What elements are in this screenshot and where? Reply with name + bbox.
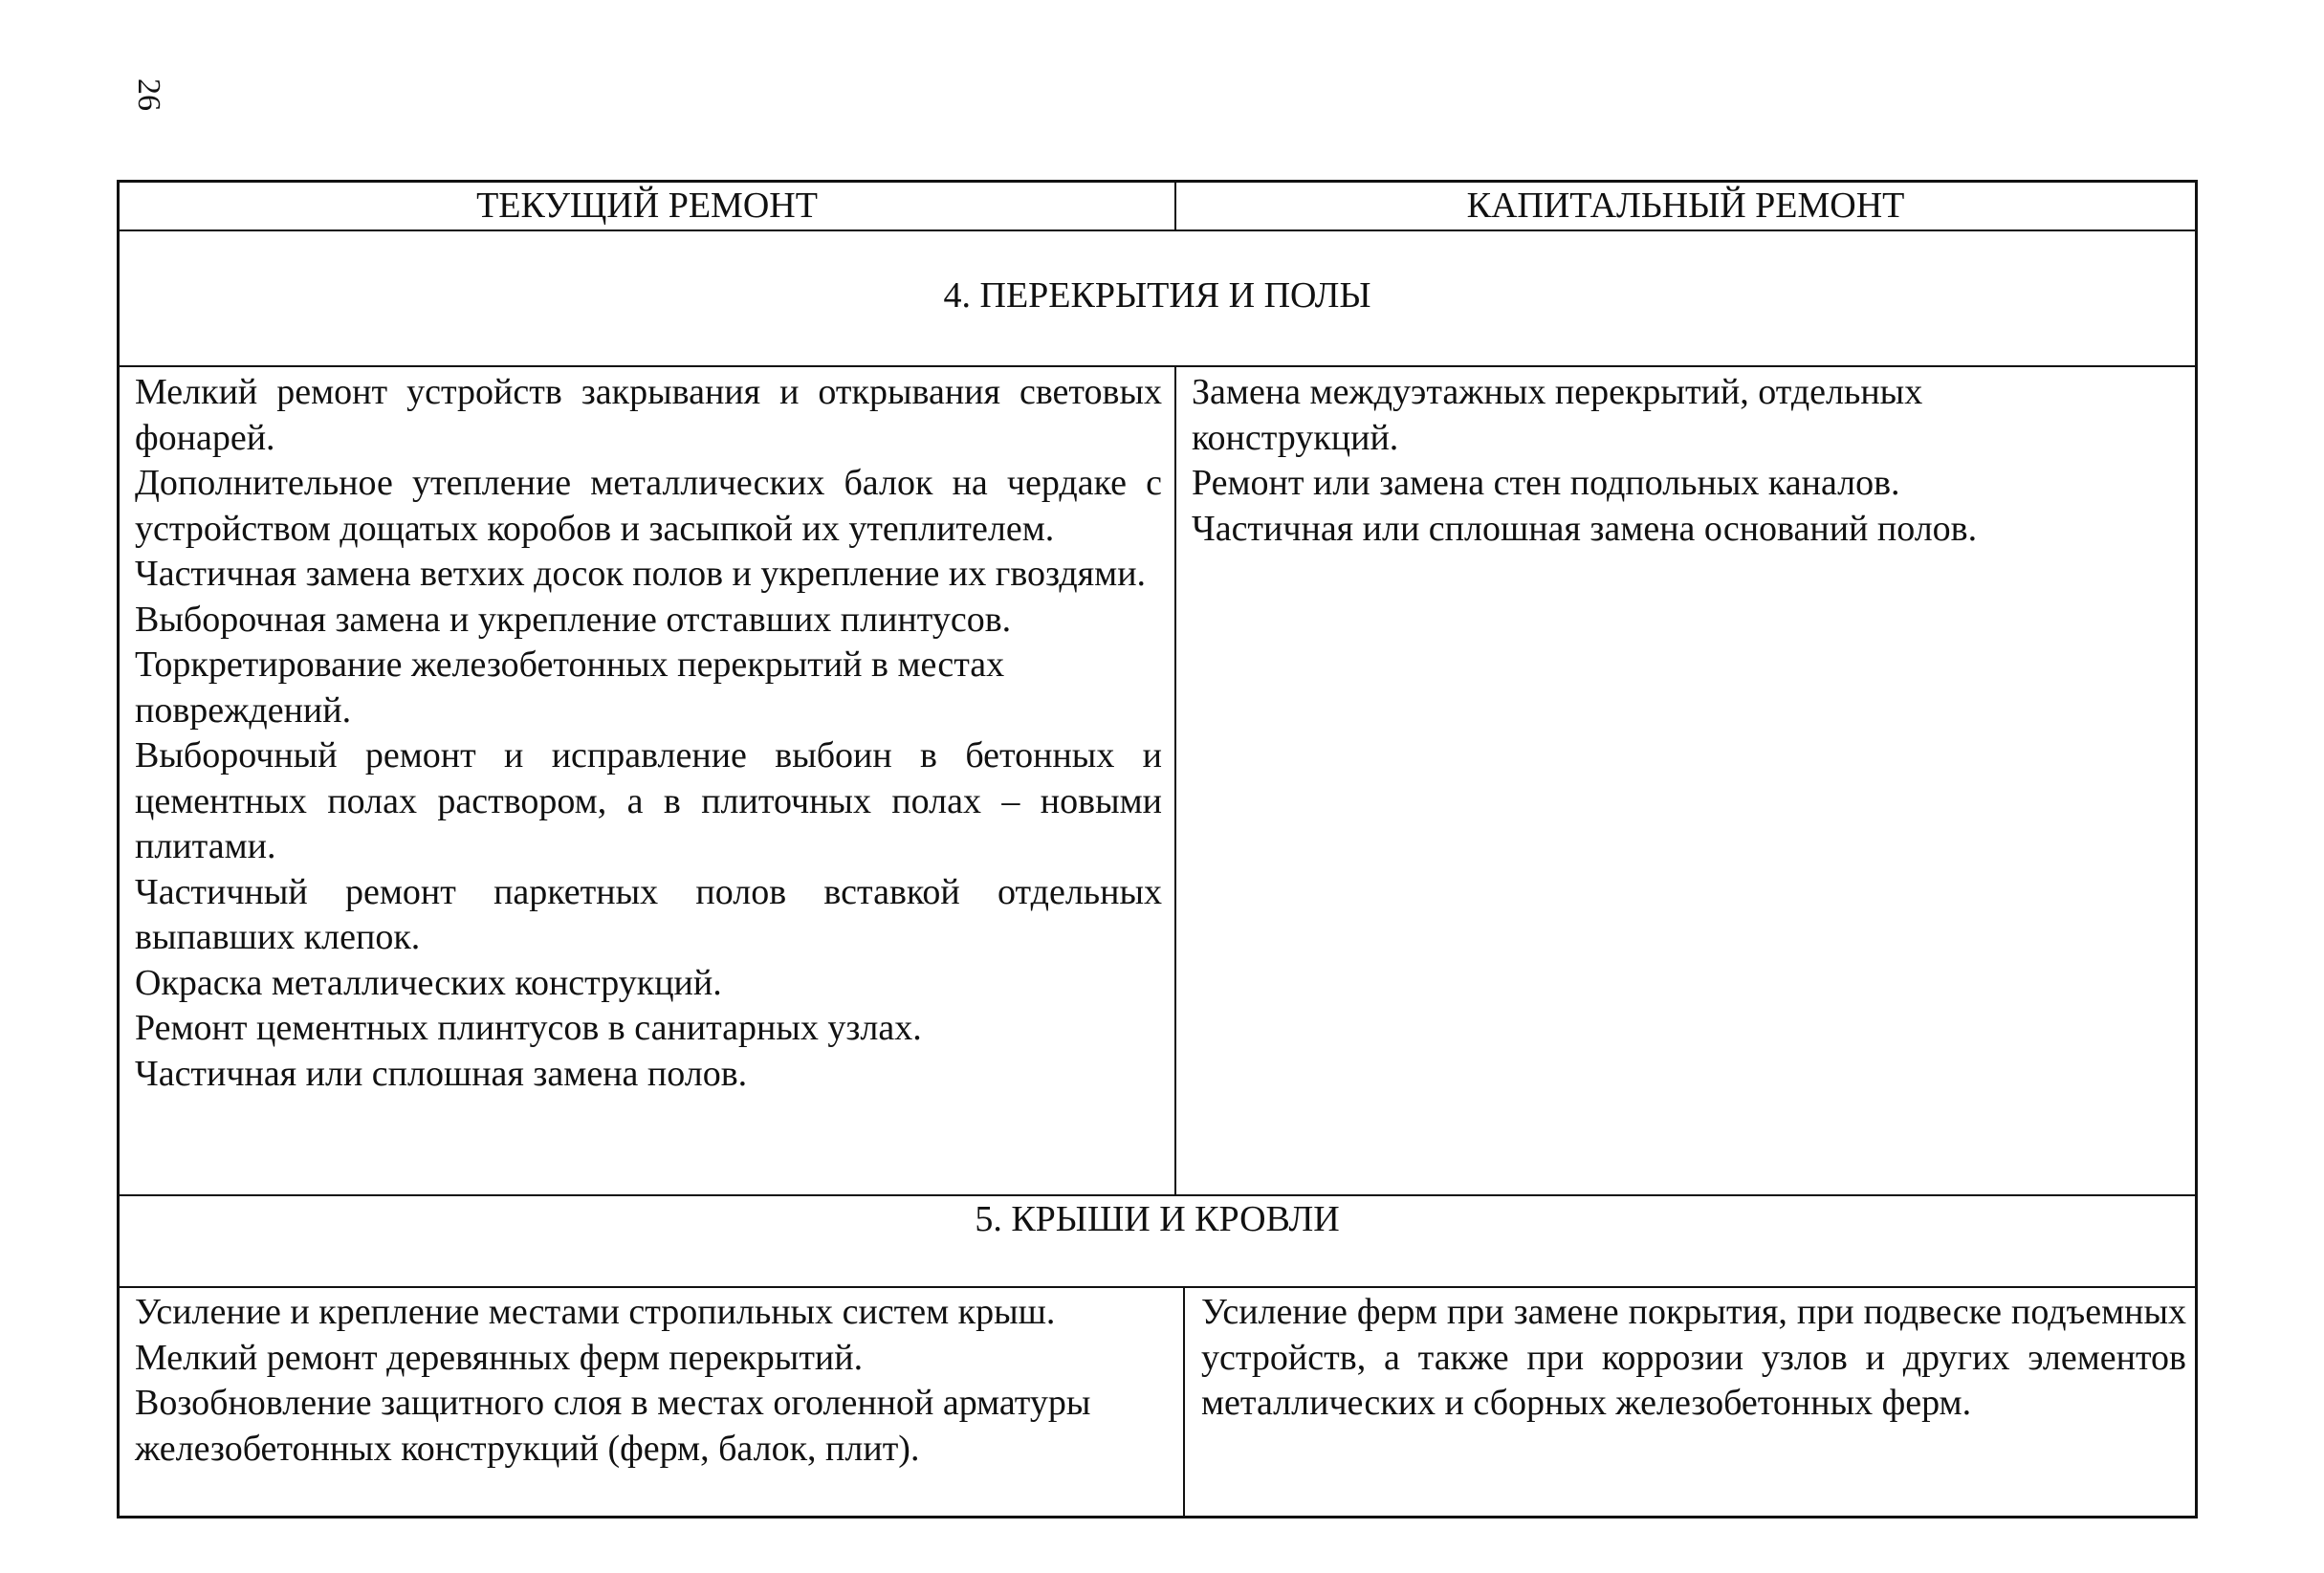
section-4-current-item: Выборочный ремонт и исправление выбоин в бетонных и цементных полах раствором, а в плиточных полах – новыми плитами. xyxy=(135,735,1162,866)
section-4-current-repair xyxy=(135,370,1162,1097)
section-5-capital-repair xyxy=(1201,1290,2186,1427)
repair-table xyxy=(117,180,2198,1518)
page-number: 26 xyxy=(131,78,166,111)
column-divider-section-4 xyxy=(1174,365,1176,1194)
section-5-current-repair xyxy=(135,1290,1172,1472)
section-4-capital-item: Ремонт или замена стен подпольных каналов. xyxy=(1192,463,1900,503)
rule-below-section-4-body xyxy=(120,1194,2195,1196)
section-4-current-item: Дополнительное утепление металлических балок на чердаке с устройством дощатых коробов и засыпкой их утеплителем. xyxy=(135,463,1162,549)
section-5-current-item: Возобновление защитного слоя в местах оголенной арматуры железобетонных конструкций (ферм, балок, плит). xyxy=(135,1383,1091,1469)
section-5-current-item: Усиление и крепление местами стропильных систем крыш. xyxy=(135,1292,1056,1332)
header-current-repair: ТЕКУЩИЙ РЕМОНТ xyxy=(476,186,818,226)
section-4-current-item: Ремонт цементных плинтусов в санитарных узлах. xyxy=(135,1008,922,1048)
column-divider-section-5 xyxy=(1183,1286,1185,1516)
rule-below-section-4-title xyxy=(120,365,2195,367)
section-4-current-item: Частичная замена ветхих досок полов и укрепление их гвоздями. xyxy=(135,554,1147,594)
section-4-current-item: Частичный ремонт паркетных полов вставкой отдельных выпавших клепок. xyxy=(135,871,1162,957)
section-4-current-item: Окраска металлических конструкций. xyxy=(135,962,722,1003)
section-4-current-item: Выборочная замена и укрепление отставших плинтусов. xyxy=(135,599,1012,640)
section-5-title: 5. КРЫШИ И КРОВЛИ xyxy=(975,1199,1340,1239)
section-4-capital-repair xyxy=(1192,370,2177,552)
section-4-current-item: Торкретирование железобетонных перекрытий в местах повреждений. xyxy=(135,644,1005,731)
section-5-capital-item: Усиление ферм при замене покрытия, при подвеске подъемных устройств, а также при коррозии узлов и других элементов металлических и сборных железобетонных ферм. xyxy=(1201,1292,2186,1423)
rule-below-section-5-title xyxy=(120,1286,2195,1288)
section-4-capital-item: Частичная или сплошная замена оснований полов. xyxy=(1192,508,1978,549)
header-capital-repair: КАПИТАЛЬНЫЙ РЕМОНТ xyxy=(1466,186,1905,226)
section-5-current-item: Мелкий ремонт деревянных ферм перекрытий. xyxy=(135,1337,864,1378)
section-4-current-item: Мелкий ремонт устройств закрывания и открывания световых фонарей. xyxy=(135,372,1162,458)
section-4-capital-item: Замена междуэтажных перекрытий, отдельных конструкций. xyxy=(1192,372,1923,458)
section-4-title: 4. ПЕРЕКРЫТИЯ И ПОЛЫ xyxy=(943,275,1371,316)
section-4-current-item: Частичная или сплошная замена полов. xyxy=(135,1053,748,1094)
rule-below-headers xyxy=(120,229,2195,231)
